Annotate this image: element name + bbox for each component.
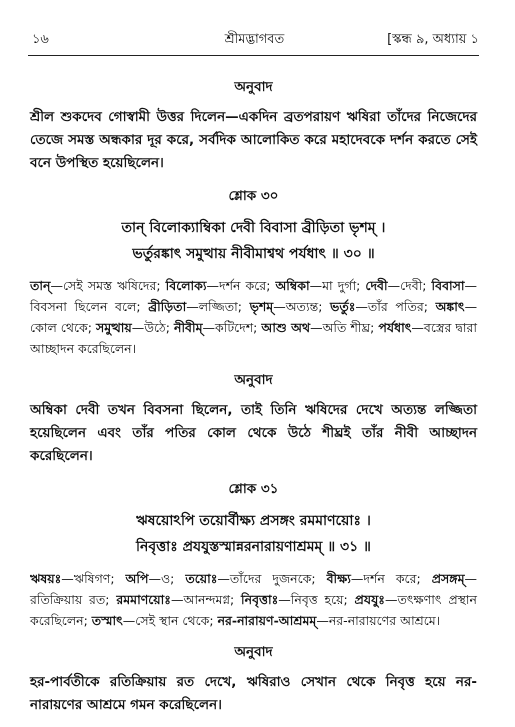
synonym-meaning: কোল থেকে bbox=[30, 320, 88, 335]
synonym-meaning: অত্যন্ত bbox=[285, 299, 319, 314]
page-content bbox=[30, 70, 477, 727]
sanskrit-verse bbox=[30, 215, 477, 267]
synonym-word: বিলোক্য bbox=[165, 278, 207, 293]
synonym-meaning: ঋষিগণ bbox=[73, 571, 111, 586]
synonym-word: নর-নারায়ণ-আশ্রমম্ bbox=[217, 613, 317, 628]
translation-paragraph: শ্রীল শুকদেব গোস্বামী উত্তর দিলেন—একদিন ব্রতপরায়ণ ঋষিরা তাঁদের নিজেদের তেজে সমস্ত অন্ধকার দূর করে, সর্বদিক আলোকিত করে মহাদেবকে দর্শন করতে সেই বনে উপস্থিত হয়েছিলেন। bbox=[30, 109, 477, 171]
synonym-meaning: রতিক্রিয়ায় রত bbox=[30, 592, 106, 607]
page-number: ১৬ bbox=[32, 32, 49, 47]
synonym-word: নিবৃত্তাঃ bbox=[241, 592, 279, 607]
synonym-word: তান্ bbox=[30, 278, 51, 293]
verse-number-heading: শ্লোক ৩১ bbox=[228, 481, 279, 497]
synonym-meaning: দেবী bbox=[400, 278, 423, 293]
synonym-meaning: দর্শন করে bbox=[219, 278, 267, 293]
translation-heading: অনুবাদ bbox=[234, 79, 273, 95]
page-header bbox=[30, 30, 479, 50]
section-reference: [স্কন্ধ ৯, অধ্যায় ১ bbox=[387, 32, 479, 47]
synonym-word: অম্বিকা bbox=[275, 278, 310, 293]
synonym-word: ব্রীড়িতা bbox=[148, 299, 187, 314]
synonym-meaning: ও bbox=[160, 571, 171, 586]
synonym-word: সমুত্থায় bbox=[96, 320, 132, 335]
synonym-word: ভৃশম্ bbox=[249, 299, 274, 314]
synonym-meaning: সেই স্থান থেকে bbox=[135, 613, 210, 628]
word-synonyms: তান্—সেই সমস্ত ঋষিদের; বিলোক্য—দর্শন করে; অম্বিকা—মা দুর্গা; দেবী—দেবী; বিবাসা—বিবসনা ছিলেন বলে; ব্রীড়িতা—লজ্জিতা; ভৃশম্—অত্যন্ত; ভর্তুঃ—তাঁর পতির; অঙ্কাৎ—কোল থেকে; সমুত্থায়—উঠে; নীবীম্—কটিদেশ; আশু অথ—অতি শীঘ্র; পর্যধাৎ—বস্ত্রের দ্বারা আচ্ছাদন করেছিলেন। bbox=[30, 278, 478, 356]
synonym-meaning: তাঁদের দুজনকে bbox=[229, 571, 312, 586]
header-rule bbox=[28, 55, 479, 56]
synonym-meaning: উঠে bbox=[144, 320, 166, 335]
verse-number-heading: শ্লোক ৩০ bbox=[228, 188, 279, 204]
synonym-word: বীক্ষ্য bbox=[326, 571, 351, 586]
synonym-meaning: লজ্জিতা bbox=[198, 299, 238, 314]
synonym-word: ভর্তুঃ bbox=[330, 299, 356, 314]
synonym-word: পর্যধাৎ bbox=[378, 320, 412, 335]
synonym-meaning: তাঁর পতির bbox=[367, 299, 424, 314]
synonym-word: তয়োঃ bbox=[185, 571, 218, 586]
book-title: শ্রীমদ্ভাগবত bbox=[224, 32, 285, 47]
verse-line: তান্ বিলোক্যাম্বিকা দেবী বিবাসা ব্রীড়িতা ভৃশম্ । bbox=[121, 220, 386, 236]
synonym-meaning: দর্শন করে bbox=[363, 571, 417, 586]
synonym-word: আশু অথ bbox=[261, 320, 311, 335]
synonym-word: প্রসঙ্গম্ bbox=[431, 571, 465, 586]
translation-paragraph: অম্বিকা দেবী তখন বিবসনা ছিলেন, তাই তিনি ঋষিদের দেখে অত্যন্ত লজ্জিতা হয়েছিলেন এবং তাঁর পতির কোল থেকে উঠে শীঘ্রই তাঁর নীবী আচ্ছাদন করেছিলেন। bbox=[30, 402, 477, 464]
synonym-meaning: কটিদেশ bbox=[215, 320, 254, 335]
synonym-word: তস্মাৎ bbox=[91, 613, 123, 628]
translation-heading: অনুবাদ bbox=[234, 372, 273, 388]
translation-paragraph: হর-পার্বতীকে রতিক্রিয়ায় রত দেখে, ঋষিরাও সেখান থেকে নিবৃত্ত হয়ে নর-নারায়ণের আশ্রমে গমন করেছিলেন। bbox=[30, 674, 477, 713]
synonym-meaning: বিবসনা ছিলেন বলে bbox=[30, 299, 137, 314]
synonym-word: বিবাসা bbox=[431, 278, 465, 293]
word-synonyms: ঋষয়ঃ—ঋষিগণ; অপি—ও; তয়োঃ—তাঁদের দুজনকে; বীক্ষ্য—দর্শন করে; প্রসঙ্গম্—রতিক্রিয়ায় রত; রমমাণয়োঃ—আনন্দমগ্ন; নিবৃত্তাঃ—নিবৃত্ত হয়ে; প্রযযুঃ—তৎক্ষণাৎ প্রস্থান করেছিলেন; তস্মাৎ—সেই স্থান থেকে; নর-নারায়ণ-আশ্রমম্—নর-নারায়ণের আশ্রমে। bbox=[30, 571, 478, 628]
synonym-meaning: বস্ত্রের দ্বারা আচ্ছাদন করেছিলেন। bbox=[30, 320, 477, 356]
synonym-meaning: মা দুর্গা bbox=[322, 278, 357, 293]
synonym-word: প্রযযুঃ bbox=[354, 592, 385, 607]
synonym-word: ঋষয়ঃ bbox=[30, 571, 62, 586]
sanskrit-verse bbox=[30, 508, 477, 560]
verse-line: ঋষয়োঽপি তয়োর্বীক্ষ্য প্রসঙ্গং রমমাণয়োঃ । bbox=[136, 513, 371, 529]
synonym-word: নীবীম্ bbox=[174, 320, 203, 335]
synonym-word: দেবী bbox=[365, 278, 388, 293]
translation-heading: অনুবাদ bbox=[234, 644, 273, 660]
verse-line: নিবৃত্তাঃ প্রযযুস্তস্মান্নরনারায়ণাশ্রমম্ ॥ ৩১ ॥ bbox=[136, 539, 371, 555]
synonym-meaning: অতি শীঘ্র bbox=[322, 320, 371, 335]
synonym-word: অপি bbox=[125, 571, 149, 586]
synonym-word: অঙ্কাৎ bbox=[435, 299, 465, 314]
synonym-meaning: সেই সমস্ত ঋষিদের bbox=[62, 278, 157, 293]
synonym-meaning: নর-নারায়ণের আশ্রমে। bbox=[328, 613, 441, 628]
synonym-meaning: আনন্দমগ্ন bbox=[183, 592, 230, 607]
synonym-word: রমমাণয়োঃ bbox=[116, 592, 171, 607]
synonym-meaning: নিবৃত্ত হয়ে bbox=[290, 592, 344, 607]
synonym-meaning: তৎক্ষণাৎ প্রস্থান করেছিলেন bbox=[30, 592, 478, 628]
verse-line: ভর্তুরঙ্কাৎ সমুত্থায় নীবীমাশ্বথ পর্যধাৎ ॥ ৩০ ॥ bbox=[132, 246, 375, 262]
